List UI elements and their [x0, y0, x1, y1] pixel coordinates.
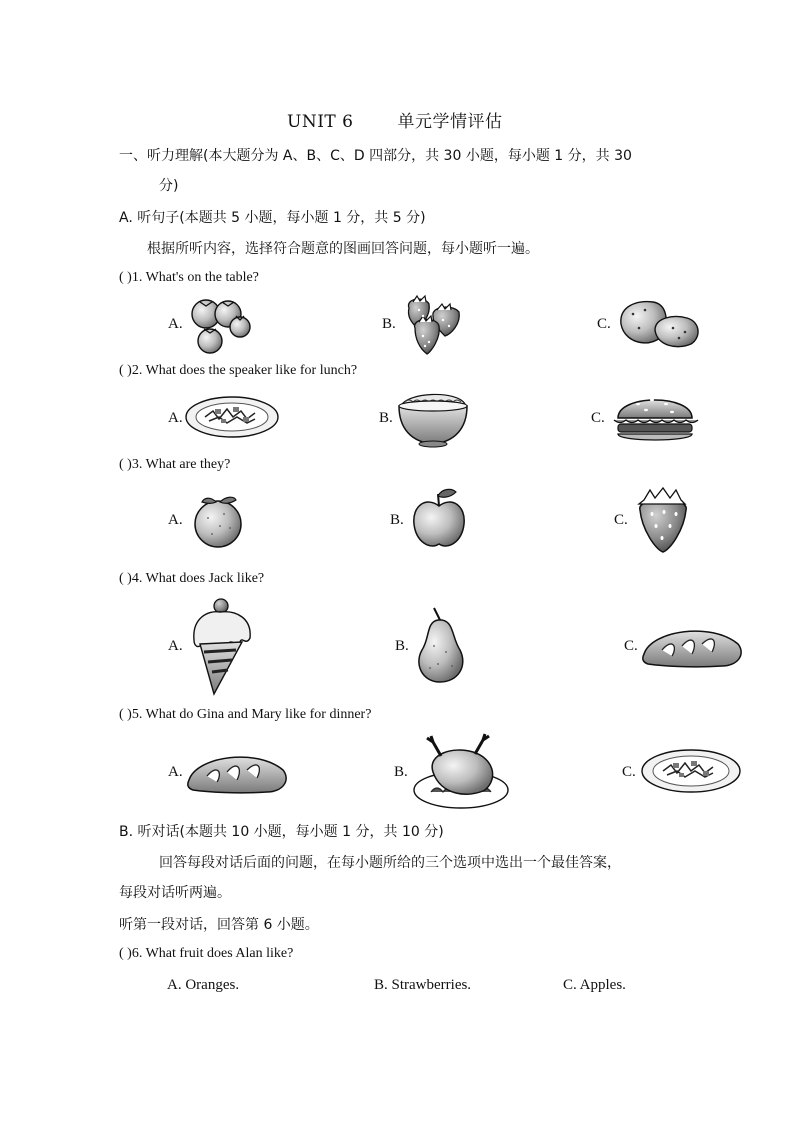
question-4: ( )4. What does Jack like?	[119, 571, 265, 586]
question-1: ( )1. What's on the table?	[119, 270, 259, 285]
q2-option-a-label[interactable]: A.	[168, 410, 183, 426]
q3-option-a-label[interactable]: A.	[168, 512, 183, 528]
section-heading: 一、听力理解(本大题分为 A、B、C、D 四部分，共 30 小题，每小题 1 分，共 30	[119, 148, 632, 164]
q2-option-b-label[interactable]: B.	[379, 410, 393, 426]
question-6: ( )6. What fruit does Alan like?	[119, 946, 294, 961]
rice-bowl-picture	[397, 388, 469, 448]
q4-option-a-label[interactable]: A.	[168, 638, 183, 654]
hamburger-picture	[612, 388, 698, 446]
roast-chicken-picture	[413, 734, 511, 810]
q6-option-a[interactable]: A. Oranges.	[167, 977, 240, 993]
dialogue-intro: 听第一段对话，回答第 6 小题。	[119, 917, 319, 933]
q1-option-b-label[interactable]: B.	[382, 316, 396, 332]
q5-option-b-label[interactable]: B.	[394, 764, 408, 780]
q6-option-c[interactable]: C. Apples.	[563, 977, 626, 993]
q4-option-c-label[interactable]: C.	[624, 638, 638, 654]
q4-option-b-label[interactable]: B.	[395, 638, 409, 654]
salad-picture	[641, 748, 741, 794]
tomatoes-picture	[186, 296, 254, 354]
unit-subtitle: 单元学情评估	[397, 112, 503, 132]
q6-option-b[interactable]: B. Strawberries.	[374, 977, 472, 993]
potatoes-picture	[617, 298, 701, 350]
part-b-instruction-cont: 每段对话听两遍。	[119, 885, 231, 901]
q5-option-c-label[interactable]: C.	[622, 764, 636, 780]
part-a-heading: A. 听句子(本题共 5 小题，每小题 1 分，共 5 分)	[119, 210, 426, 226]
page-title	[287, 107, 502, 132]
q2-option-c-label[interactable]: C.	[591, 410, 605, 426]
pear-picture	[412, 606, 470, 684]
question-5: ( )5. What do Gina and Mary like for dinner?	[119, 707, 372, 722]
q3-option-c-label[interactable]: C.	[614, 512, 628, 528]
strawberries-picture	[401, 294, 467, 356]
strawberry-picture	[634, 486, 692, 556]
q1-option-c-label[interactable]: C.	[597, 316, 611, 332]
apple-picture	[410, 488, 468, 550]
bread-picture	[642, 624, 744, 670]
orange-picture	[190, 494, 246, 548]
salad-picture	[185, 395, 279, 439]
part-b-heading: B. 听对话(本题共 10 小题，每小题 1 分，共 10 分)	[119, 824, 444, 840]
q3-option-b-label[interactable]: B.	[390, 512, 404, 528]
question-2: ( )2. What does the speaker like for lunch?	[119, 363, 358, 378]
q5-option-a-label[interactable]: A.	[168, 764, 183, 780]
question-3: ( )3. What are they?	[119, 457, 231, 472]
part-a-instruction: 根据所听内容，选择符合题意的图画回答问题，每小题听一遍。	[147, 241, 539, 257]
unit-label: UNIT 6	[287, 112, 354, 132]
part-b-instruction: 回答每段对话后面的问题，在每小题所给的三个选项中选出一个最佳答案，	[159, 855, 621, 871]
bread-picture	[187, 750, 289, 796]
section-heading-cont: 分)	[159, 178, 179, 194]
q1-option-a-label[interactable]: A.	[168, 316, 183, 332]
ice-cream-picture	[190, 596, 258, 696]
